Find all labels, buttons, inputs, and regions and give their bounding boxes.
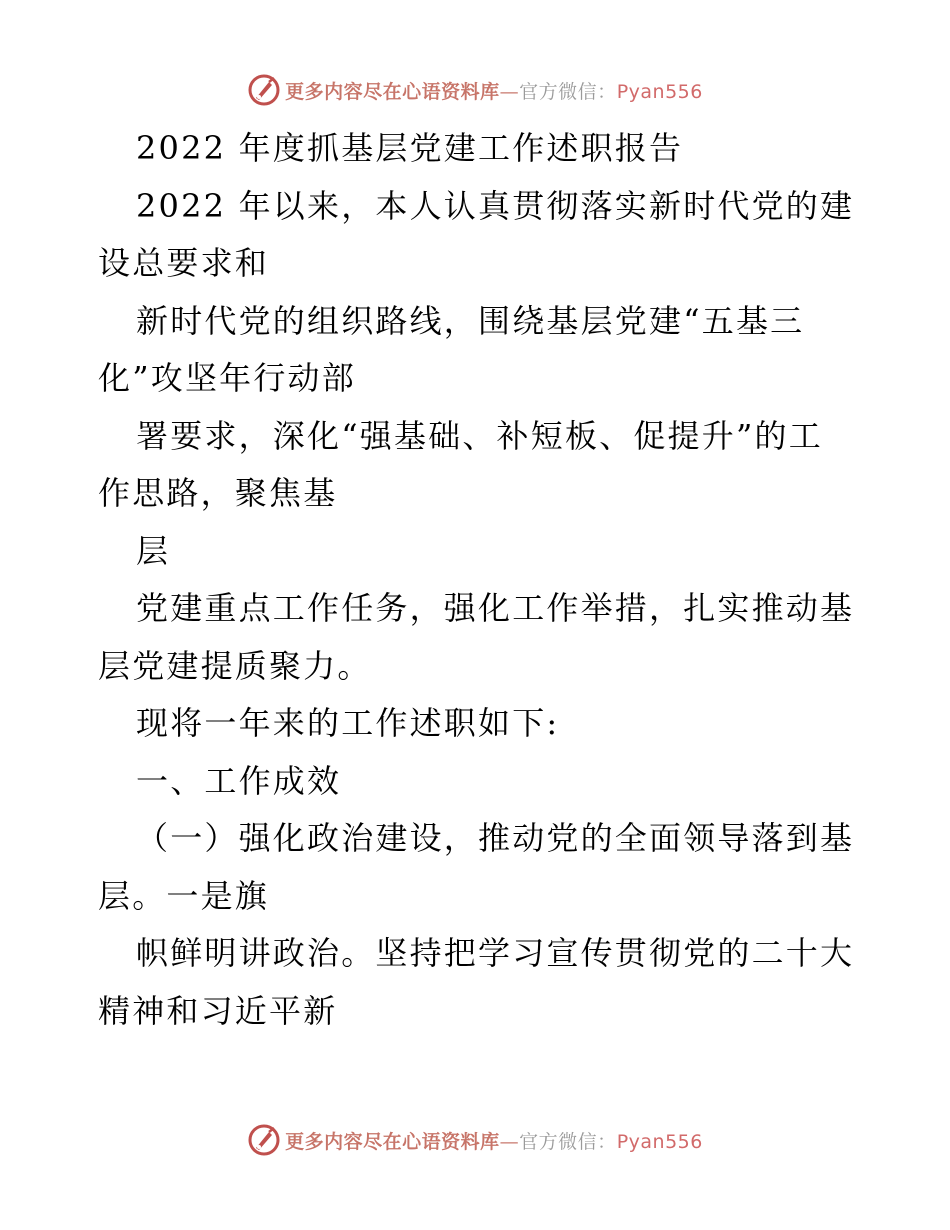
document-line: 新时代党的组织路线，围绕基层党建“五基三	[136, 301, 805, 340]
document-line: （一）强化政治建设，推动党的全面领导落到基	[136, 819, 855, 857]
watermark-text	[285, 1127, 703, 1154]
document-line: 层。一是旗	[98, 876, 270, 915]
document-line: 化”攻坚年行动部	[98, 359, 356, 397]
watermark-wechat-label: 官方微信：	[519, 80, 617, 103]
document-line: 作思路，聚焦基	[98, 474, 338, 512]
document-line: 党建重点工作任务，强化工作举措，扎实推动基	[136, 589, 855, 627]
document-line: 现将一年来的工作述职如下:	[136, 704, 560, 742]
watermark-promo: 更多内容尽在心语资料库	[285, 1130, 500, 1153]
footer-watermark	[0, 1120, 950, 1160]
document-line: 帜鲜明讲政治。坚持把学习宣传贯彻党的二十大	[136, 934, 855, 972]
document-line: 署要求，深化“强基础、补短板、促提升”的工	[136, 416, 823, 455]
document-body	[98, 120, 858, 1040]
document-line: 层党建提质聚力。	[98, 646, 372, 685]
document-line: 2022 年以来，本人认真贯彻落实新时代党的建	[136, 186, 855, 225]
quill-pen-logo-icon	[247, 1123, 281, 1157]
watermark-promo: 更多内容尽在心语资料库	[285, 80, 500, 103]
document-line: 2022 年度抓基层党建工作述职报告	[136, 129, 684, 167]
watermark-account: Pyan556	[616, 1130, 703, 1153]
watermark-account: Pyan556	[616, 80, 703, 103]
header-watermark	[0, 70, 950, 110]
watermark-text	[285, 77, 703, 104]
document-line: 一、工作成效	[136, 761, 342, 800]
document-line: 设总要求和	[98, 244, 270, 282]
watermark-separator: —	[499, 1130, 520, 1153]
watermark-separator: —	[499, 80, 520, 103]
quill-pen-logo-icon	[247, 73, 281, 107]
document-line: 精神和习近平新	[98, 991, 338, 1030]
document-line: 层	[136, 531, 171, 570]
watermark-wechat-label: 官方微信：	[519, 1130, 617, 1153]
